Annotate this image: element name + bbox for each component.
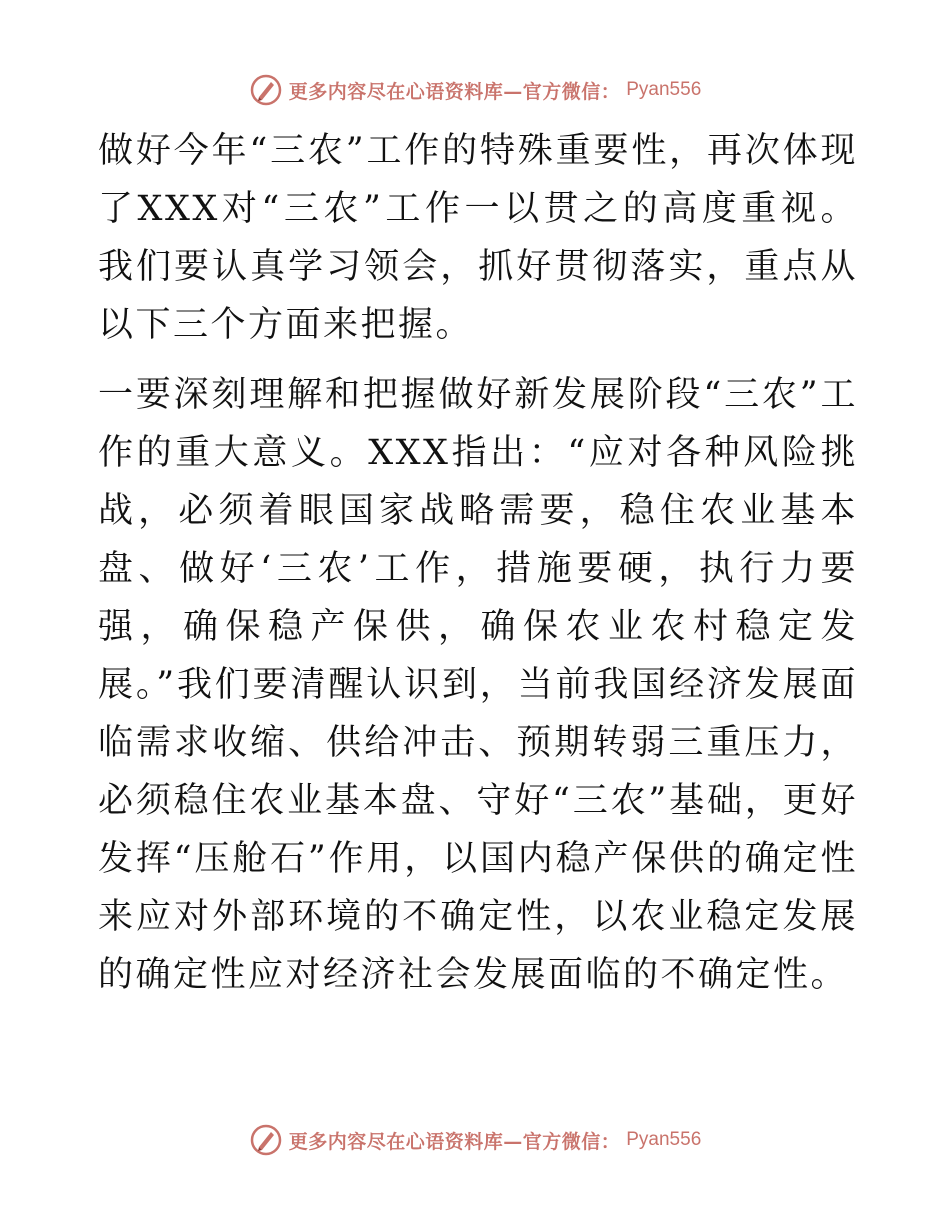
paragraph-1: 做好今年“三农”工作的特殊重要性，再次体现了XXX对“三农”工作一以贯之的高度重视。我们要认真学习领会，抓好贯彻落实，重点从以下三个方面来把握。 [98, 131, 858, 345]
pen-circle-icon [249, 73, 283, 107]
watermark-wechat-id: Pyan556 [626, 1129, 702, 1150]
header-watermark [0, 70, 950, 110]
watermark-text: 更多内容尽在心语资料库—官方微信： [288, 80, 621, 103]
watermark-wechat-id: Pyan556 [626, 79, 702, 100]
document-body [98, 122, 858, 1004]
watermark-text: 更多内容尽在心语资料库—官方微信： [288, 1130, 621, 1153]
footer-watermark [0, 1120, 950, 1160]
paragraph-2: 一要深刻理解和把握做好新发展阶段“三农”工作的重大意义。XXX指出：“应对各种风险挑战，必须着眼国家战略需要，稳住农业基本盘、做好‘三农’工作，措施要硬，执行力要强，确保稳产保供，确保农业农村稳定发展。”我们要清醒认识到，当前我国经济发展面临需求收缩、供给冲击、预期转弱三重压力，必须稳住农业基本盘、守好“三农”基础，更好发挥“压舱石”作用，以国内稳产保供的确定性来应对外部环境的不确定性，以农业稳定发展的确定性应对经济社会发展面临的不确定性。 [98, 375, 858, 995]
pen-circle-icon [249, 1123, 283, 1157]
